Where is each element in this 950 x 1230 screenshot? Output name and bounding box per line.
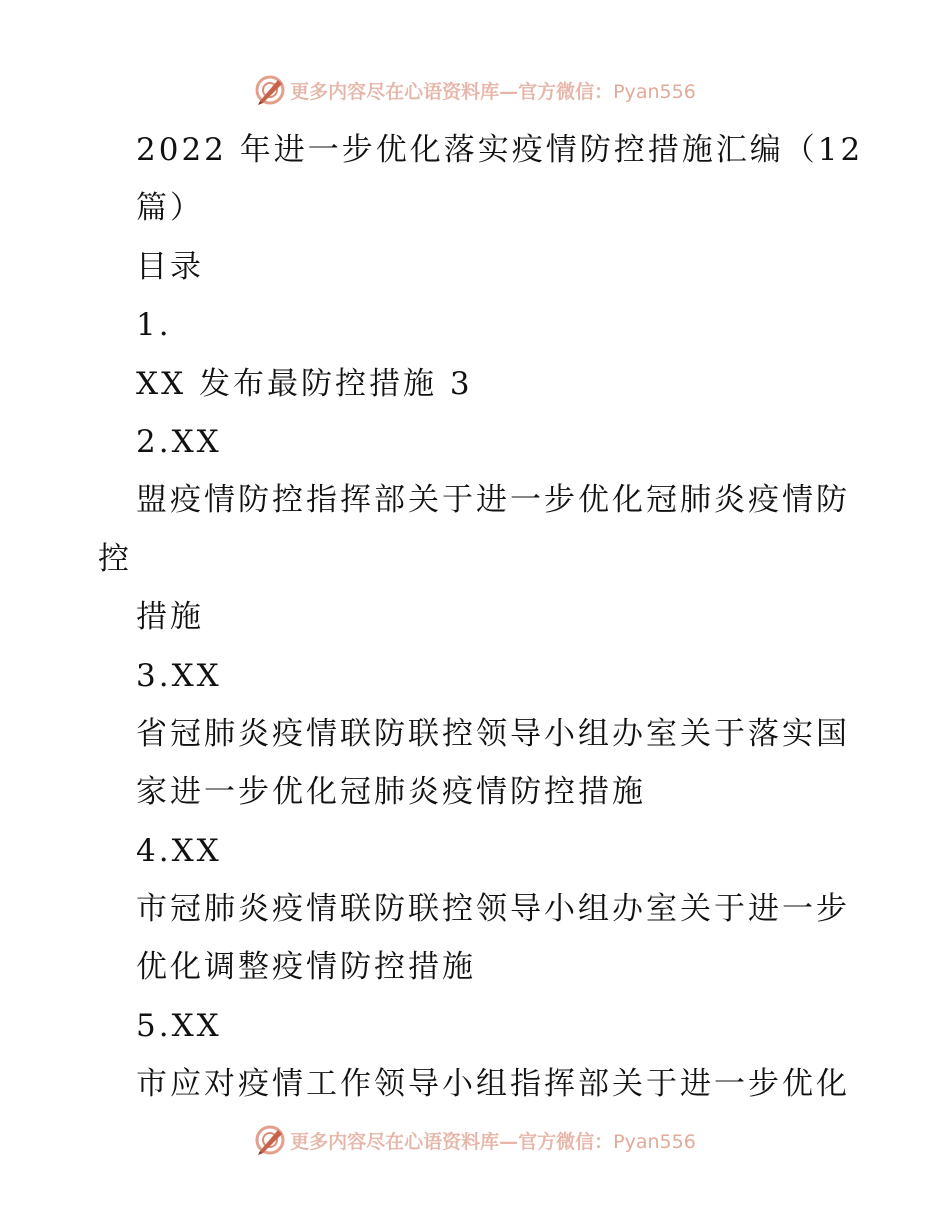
watermark-text: 更多内容尽在心语资料库—官方微信：Pyan556 — [290, 80, 696, 103]
document-title-line-1: 2022 年进一步优化落实疫情防控措施汇编（12 — [136, 132, 864, 168]
watermark-footer — [0, 1122, 950, 1158]
toc-item-5-title: 市应对疫情工作领导小组指挥部关于进一步优化 — [136, 1066, 850, 1103]
toc-item-3-title: 省冠肺炎疫情联防联控领导小组办室关于落实国 — [136, 715, 850, 752]
toc-item-4-number: 4.XX — [136, 832, 222, 869]
watermark-header — [0, 72, 950, 108]
toc-item-1-number: 1. — [136, 307, 172, 344]
toc-item-4-title: 市冠肺炎疫情联防联控领导小组办室关于进一步 — [136, 891, 850, 928]
pen-logo-icon — [254, 74, 286, 106]
toc-item-5-number: 5.XX — [136, 1007, 222, 1044]
document-body — [0, 121, 950, 1114]
toc-heading: 目录 — [136, 248, 204, 285]
document-title-line-2: 篇） — [136, 190, 204, 227]
toc-item-2-title-cont: 控 — [98, 540, 132, 577]
toc-item-3-number: 3.XX — [136, 657, 222, 694]
watermark-text: 更多内容尽在心语资料库—官方微信：Pyan556 — [290, 1130, 696, 1153]
toc-item-2-number: 2.XX — [136, 423, 222, 460]
toc-item-3-title-cont: 家进一步优化冠肺炎疫情防控措施 — [136, 774, 646, 811]
toc-item-4-title-cont: 优化调整疫情防控措施 — [136, 949, 476, 986]
toc-item-2-title-cont: 措施 — [136, 599, 204, 636]
pen-logo-icon — [254, 1124, 286, 1156]
toc-item-2-title: 盟疫情防控指挥部关于进一步优化冠肺炎疫情防 — [136, 482, 850, 519]
toc-item-1-title: XX 发布最防控措施 3 — [136, 365, 473, 402]
